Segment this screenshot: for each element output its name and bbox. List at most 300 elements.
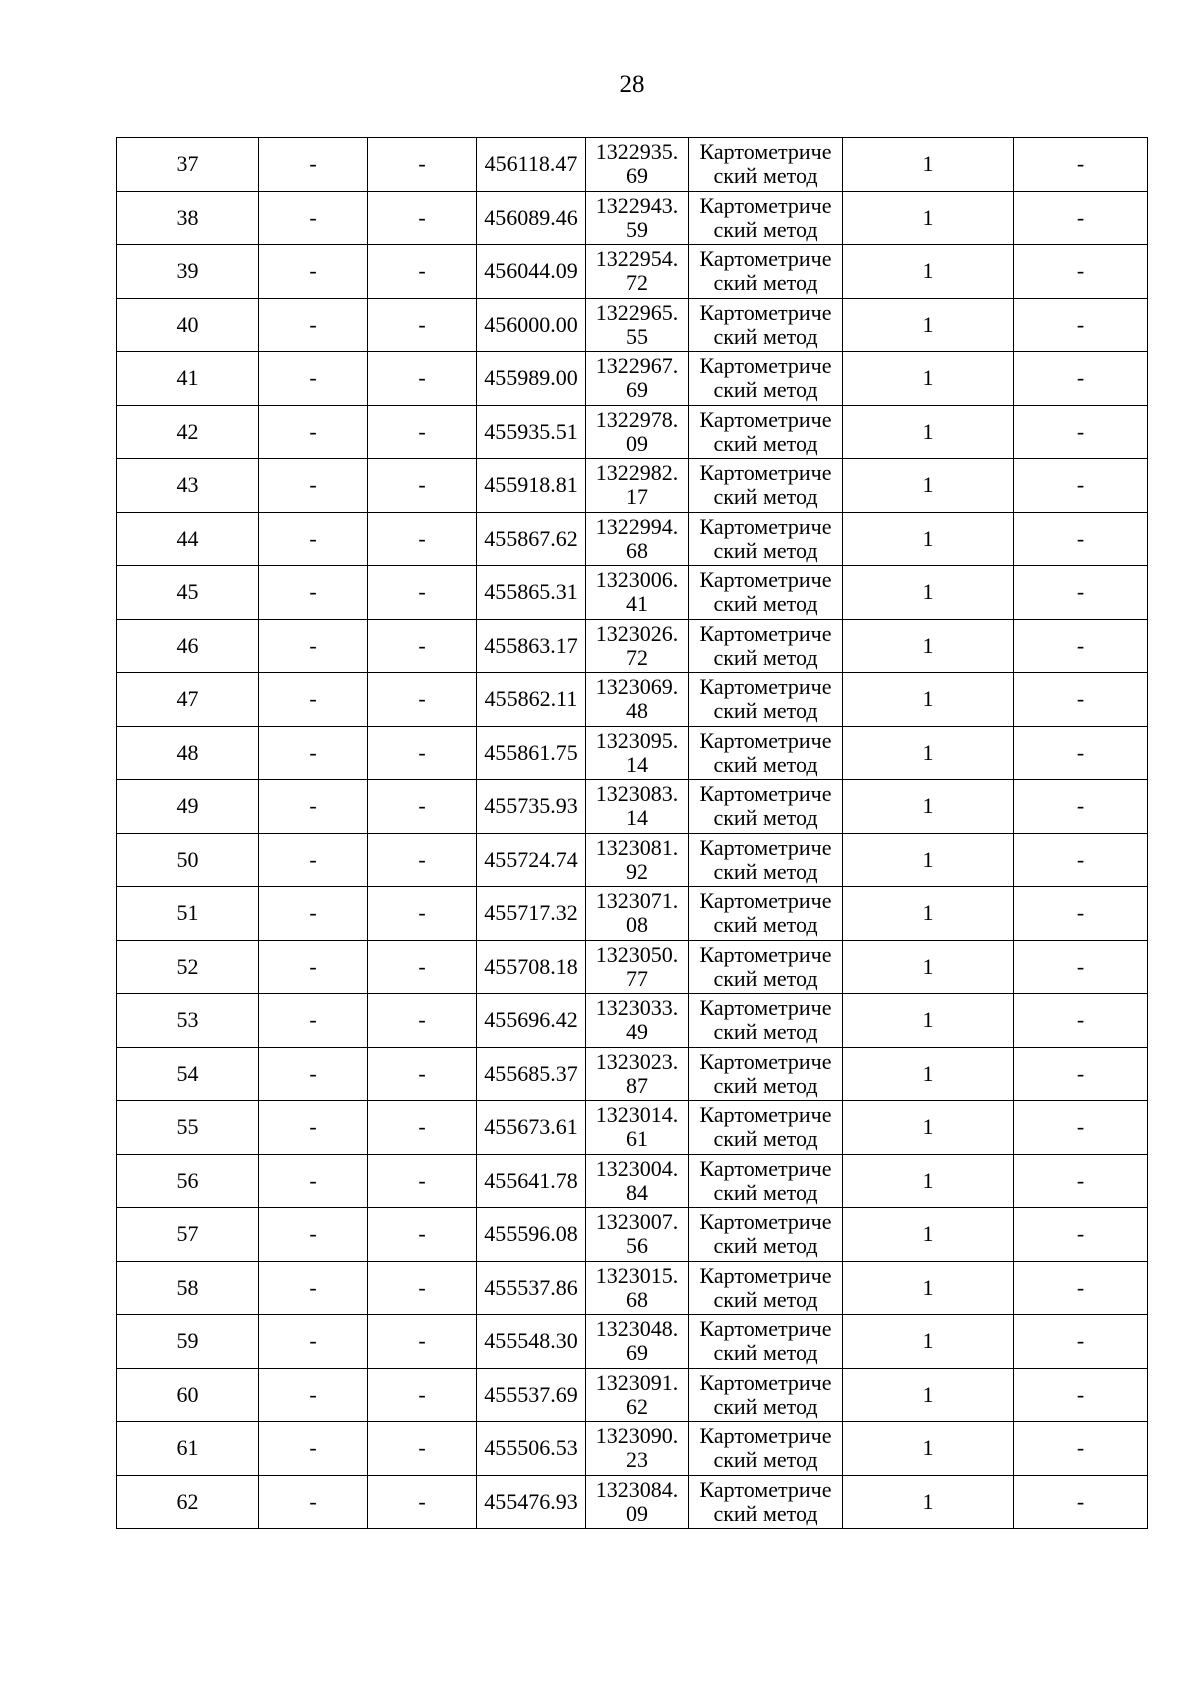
method-cell	[689, 887, 843, 941]
method-cell	[689, 1475, 843, 1529]
accuracy-cell: 1	[843, 673, 1014, 727]
empty-value-cell: -	[259, 298, 368, 352]
empty-value-cell: -	[1014, 833, 1148, 887]
table-row	[117, 245, 1148, 299]
x-coordinate-cell: 455735.93	[477, 780, 586, 834]
y-coordinate-cell	[586, 994, 689, 1048]
y-coordinate-cell-line: 1322965.	[595, 299, 679, 325]
x-coordinate-cell: 455673.61	[477, 1101, 586, 1155]
point-number-cell: 56	[117, 1154, 259, 1208]
y-coordinate-cell-line: 59	[626, 216, 648, 242]
empty-value-cell: -	[259, 1368, 368, 1422]
x-coordinate-cell: 455867.62	[477, 512, 586, 566]
method-cell	[689, 833, 843, 887]
empty-value-cell: -	[1014, 619, 1148, 673]
accuracy-cell: 1	[843, 833, 1014, 887]
empty-value-cell: -	[368, 726, 477, 780]
method-cell-line: Картометриче	[699, 995, 832, 1021]
y-coordinate-cell-line: 55	[626, 323, 648, 349]
accuracy-cell: 1	[843, 726, 1014, 780]
method-cell-line: Картометриче	[699, 1048, 832, 1074]
x-coordinate-cell: 455863.17	[477, 619, 586, 673]
table-row	[117, 1315, 1148, 1369]
empty-value-cell: -	[1014, 673, 1148, 727]
method-cell-line: ский метод	[713, 1447, 818, 1473]
method-cell-line: Картометриче	[699, 406, 832, 432]
method-cell-line: Картометриче	[699, 246, 832, 272]
y-coordinate-cell	[586, 566, 689, 620]
method-cell-line: ский метод	[713, 1019, 818, 1045]
empty-value-cell: -	[1014, 726, 1148, 780]
point-number-cell: 43	[117, 459, 259, 513]
table-row	[117, 1154, 1148, 1208]
point-number-cell: 49	[117, 780, 259, 834]
x-coordinate-cell: 455506.53	[477, 1422, 586, 1476]
accuracy-cell: 1	[843, 138, 1014, 192]
method-cell-line: Картометриче	[699, 834, 832, 860]
empty-value-cell: -	[1014, 138, 1148, 192]
method-cell-line: Картометриче	[699, 299, 832, 325]
y-coordinate-cell	[586, 405, 689, 459]
method-cell	[689, 780, 843, 834]
y-coordinate-cell	[586, 1047, 689, 1101]
method-cell-line: Картометриче	[699, 620, 832, 646]
point-number-cell: 57	[117, 1208, 259, 1262]
table-row	[117, 405, 1148, 459]
method-cell-line: ский метод	[713, 965, 818, 991]
y-coordinate-cell	[586, 298, 689, 352]
empty-value-cell: -	[368, 1422, 477, 1476]
method-cell-line: ский метод	[713, 270, 818, 296]
method-cell-line: Картометриче	[699, 567, 832, 593]
empty-value-cell: -	[1014, 887, 1148, 941]
y-coordinate-cell-line: 49	[626, 1019, 648, 1045]
method-cell-line: ский метод	[713, 1126, 818, 1152]
y-coordinate-cell-line: 72	[626, 644, 648, 670]
empty-value-cell: -	[368, 1047, 477, 1101]
empty-value-cell: -	[368, 566, 477, 620]
method-cell	[689, 994, 843, 1048]
y-coordinate-cell-line: 1322982.	[595, 460, 679, 486]
y-coordinate-cell-line: 14	[626, 751, 648, 777]
table-row	[117, 1047, 1148, 1101]
point-number-cell: 48	[117, 726, 259, 780]
accuracy-cell: 1	[843, 1368, 1014, 1422]
y-coordinate-cell	[586, 138, 689, 192]
x-coordinate-cell: 455861.75	[477, 726, 586, 780]
point-number-cell: 37	[117, 138, 259, 192]
method-cell	[689, 1368, 843, 1422]
empty-value-cell: -	[368, 887, 477, 941]
method-cell	[689, 1101, 843, 1155]
accuracy-cell: 1	[843, 940, 1014, 994]
accuracy-cell: 1	[843, 191, 1014, 245]
method-cell-line: Картометриче	[699, 888, 832, 914]
accuracy-cell: 1	[843, 780, 1014, 834]
empty-value-cell: -	[259, 940, 368, 994]
y-coordinate-cell-line: 14	[626, 805, 648, 831]
empty-value-cell: -	[259, 459, 368, 513]
empty-value-cell: -	[368, 405, 477, 459]
y-coordinate-cell-line: 1322967.	[595, 353, 679, 379]
table-row	[117, 940, 1148, 994]
empty-value-cell: -	[259, 405, 368, 459]
point-number-cell: 59	[117, 1315, 259, 1369]
y-coordinate-cell-line: 1323015.	[595, 1262, 679, 1288]
table-row	[117, 1101, 1148, 1155]
method-cell	[689, 1208, 843, 1262]
y-coordinate-cell	[586, 1475, 689, 1529]
y-coordinate-cell-line: 1323091.	[595, 1369, 679, 1395]
empty-value-cell: -	[368, 619, 477, 673]
x-coordinate-cell: 455862.11	[477, 673, 586, 727]
table-row	[117, 1208, 1148, 1262]
y-coordinate-cell-line: 1323095.	[595, 727, 679, 753]
empty-value-cell: -	[1014, 1047, 1148, 1101]
y-coordinate-cell	[586, 352, 689, 406]
point-number-cell: 51	[117, 887, 259, 941]
empty-value-cell: -	[259, 780, 368, 834]
method-cell-line: ский метод	[713, 912, 818, 938]
y-coordinate-cell	[586, 726, 689, 780]
x-coordinate-cell: 456089.46	[477, 191, 586, 245]
table-row	[117, 1368, 1148, 1422]
y-coordinate-cell-line: 1322954.	[595, 246, 679, 272]
method-cell-line: Картометриче	[699, 1209, 832, 1235]
method-cell-line: Картометриче	[699, 1155, 832, 1181]
method-cell	[689, 405, 843, 459]
point-number-cell: 52	[117, 940, 259, 994]
empty-value-cell: -	[368, 940, 477, 994]
accuracy-cell: 1	[843, 1475, 1014, 1529]
y-coordinate-cell	[586, 459, 689, 513]
empty-value-cell: -	[259, 1475, 368, 1529]
empty-value-cell: -	[1014, 1154, 1148, 1208]
method-cell	[689, 619, 843, 673]
empty-value-cell: -	[368, 245, 477, 299]
method-cell-line: ский метод	[713, 1500, 818, 1526]
x-coordinate-cell: 455724.74	[477, 833, 586, 887]
method-cell	[689, 726, 843, 780]
method-cell-line: ский метод	[713, 751, 818, 777]
empty-value-cell: -	[368, 1368, 477, 1422]
empty-value-cell: -	[368, 1315, 477, 1369]
method-cell	[689, 566, 843, 620]
empty-value-cell: -	[259, 994, 368, 1048]
empty-value-cell: -	[1014, 994, 1148, 1048]
method-cell-line: Картометриче	[699, 513, 832, 539]
empty-value-cell: -	[259, 352, 368, 406]
method-cell-line: ский метод	[713, 1340, 818, 1366]
y-coordinate-cell	[586, 1422, 689, 1476]
y-coordinate-cell-line: 17	[626, 484, 648, 510]
y-coordinate-cell-line: 92	[626, 858, 648, 884]
x-coordinate-cell: 455641.78	[477, 1154, 586, 1208]
empty-value-cell: -	[368, 994, 477, 1048]
y-coordinate-cell-line: 41	[626, 591, 648, 617]
empty-value-cell: -	[368, 1475, 477, 1529]
y-coordinate-cell-line: 1323014.	[595, 1102, 679, 1128]
x-coordinate-cell: 455696.42	[477, 994, 586, 1048]
method-cell	[689, 1422, 843, 1476]
accuracy-cell: 1	[843, 405, 1014, 459]
method-cell	[689, 298, 843, 352]
method-cell-line: ский метод	[713, 1286, 818, 1312]
empty-value-cell: -	[259, 1422, 368, 1476]
empty-value-cell: -	[368, 780, 477, 834]
method-cell-line: Картометриче	[699, 1102, 832, 1128]
method-cell-line: ский метод	[713, 323, 818, 349]
empty-value-cell: -	[368, 1208, 477, 1262]
table-row	[117, 887, 1148, 941]
accuracy-cell: 1	[843, 1261, 1014, 1315]
method-cell-line: Картометриче	[699, 674, 832, 700]
empty-value-cell: -	[368, 673, 477, 727]
x-coordinate-cell: 455476.93	[477, 1475, 586, 1529]
y-coordinate-cell-line: 1323050.	[595, 941, 679, 967]
y-coordinate-cell-line: 08	[626, 912, 648, 938]
method-cell-line: ский метод	[713, 1179, 818, 1205]
method-cell-line: Картометриче	[699, 727, 832, 753]
y-coordinate-cell	[586, 673, 689, 727]
accuracy-cell: 1	[843, 298, 1014, 352]
x-coordinate-cell: 455918.81	[477, 459, 586, 513]
empty-value-cell: -	[368, 459, 477, 513]
y-coordinate-cell-line: 1322935.	[595, 139, 679, 165]
method-cell-line: ский метод	[713, 163, 818, 189]
y-coordinate-cell-line: 23	[626, 1447, 648, 1473]
accuracy-cell: 1	[843, 1422, 1014, 1476]
y-coordinate-cell-line: 1322978.	[595, 406, 679, 432]
method-cell-line: ский метод	[713, 591, 818, 617]
y-coordinate-cell-line: 1323026.	[595, 620, 679, 646]
method-cell-line: Картометриче	[699, 1262, 832, 1288]
empty-value-cell: -	[1014, 1315, 1148, 1369]
method-cell-line: Картометриче	[699, 353, 832, 379]
y-coordinate-cell-line: 77	[626, 965, 648, 991]
table-row	[117, 298, 1148, 352]
y-coordinate-cell	[586, 1368, 689, 1422]
point-number-cell: 39	[117, 245, 259, 299]
empty-value-cell: -	[259, 1154, 368, 1208]
empty-value-cell: -	[1014, 1368, 1148, 1422]
point-number-cell: 54	[117, 1047, 259, 1101]
empty-value-cell: -	[1014, 298, 1148, 352]
empty-value-cell: -	[259, 887, 368, 941]
empty-value-cell: -	[259, 726, 368, 780]
table-row	[117, 138, 1148, 192]
method-cell	[689, 1261, 843, 1315]
x-coordinate-cell: 455935.51	[477, 405, 586, 459]
empty-value-cell: -	[259, 1101, 368, 1155]
empty-value-cell: -	[368, 352, 477, 406]
x-coordinate-cell: 455537.86	[477, 1261, 586, 1315]
empty-value-cell: -	[1014, 940, 1148, 994]
y-coordinate-cell-line: 1323071.	[595, 888, 679, 914]
method-cell	[689, 1047, 843, 1101]
y-coordinate-cell	[586, 1261, 689, 1315]
empty-value-cell: -	[368, 1154, 477, 1208]
empty-value-cell: -	[1014, 1475, 1148, 1529]
empty-value-cell: -	[1014, 566, 1148, 620]
empty-value-cell: -	[1014, 512, 1148, 566]
y-coordinate-cell	[586, 833, 689, 887]
x-coordinate-cell: 455717.32	[477, 887, 586, 941]
method-cell-line: Картометриче	[699, 139, 832, 165]
accuracy-cell: 1	[843, 512, 1014, 566]
empty-value-cell: -	[368, 1261, 477, 1315]
y-coordinate-cell	[586, 940, 689, 994]
accuracy-cell: 1	[843, 245, 1014, 299]
y-coordinate-cell-line: 69	[626, 163, 648, 189]
accuracy-cell: 1	[843, 887, 1014, 941]
x-coordinate-cell: 456000.00	[477, 298, 586, 352]
empty-value-cell: -	[1014, 1208, 1148, 1262]
y-coordinate-cell-line: 1323090.	[595, 1423, 679, 1449]
y-coordinate-cell	[586, 191, 689, 245]
x-coordinate-cell: 456044.09	[477, 245, 586, 299]
empty-value-cell: -	[368, 833, 477, 887]
method-cell-line: ский метод	[713, 377, 818, 403]
empty-value-cell: -	[368, 1101, 477, 1155]
x-coordinate-cell: 455537.69	[477, 1368, 586, 1422]
method-cell-line: Картометриче	[699, 941, 832, 967]
method-cell	[689, 512, 843, 566]
x-coordinate-cell: 456118.47	[477, 138, 586, 192]
empty-value-cell: -	[368, 191, 477, 245]
table-row	[117, 512, 1148, 566]
point-number-cell: 50	[117, 833, 259, 887]
y-coordinate-cell-line: 09	[626, 430, 648, 456]
empty-value-cell: -	[1014, 1261, 1148, 1315]
empty-value-cell: -	[259, 833, 368, 887]
y-coordinate-cell-line: 56	[626, 1233, 648, 1259]
table-row	[117, 191, 1148, 245]
table-row	[117, 566, 1148, 620]
x-coordinate-cell: 455708.18	[477, 940, 586, 994]
y-coordinate-cell	[586, 780, 689, 834]
accuracy-cell: 1	[843, 1208, 1014, 1262]
method-cell	[689, 352, 843, 406]
y-coordinate-cell-line: 48	[626, 698, 648, 724]
y-coordinate-cell	[586, 1154, 689, 1208]
point-number-cell: 45	[117, 566, 259, 620]
table-row	[117, 833, 1148, 887]
empty-value-cell: -	[259, 619, 368, 673]
point-number-cell: 60	[117, 1368, 259, 1422]
y-coordinate-cell-line: 61	[626, 1126, 648, 1152]
method-cell-line: ский метод	[713, 484, 818, 510]
point-number-cell: 46	[117, 619, 259, 673]
method-cell-line: ский метод	[713, 805, 818, 831]
method-cell-line: Картометриче	[699, 1476, 832, 1502]
accuracy-cell: 1	[843, 619, 1014, 673]
y-coordinate-cell-line: 1323023.	[595, 1048, 679, 1074]
method-cell-line: ский метод	[713, 430, 818, 456]
method-cell	[689, 459, 843, 513]
method-cell	[689, 1315, 843, 1369]
empty-value-cell: -	[1014, 191, 1148, 245]
x-coordinate-cell: 455548.30	[477, 1315, 586, 1369]
y-coordinate-cell-line: 1323004.	[595, 1155, 679, 1181]
table-body	[117, 138, 1148, 1529]
empty-value-cell: -	[1014, 780, 1148, 834]
table-row	[117, 352, 1148, 406]
x-coordinate-cell: 455865.31	[477, 566, 586, 620]
method-cell	[689, 1154, 843, 1208]
accuracy-cell: 1	[843, 459, 1014, 513]
empty-value-cell: -	[368, 298, 477, 352]
empty-value-cell: -	[259, 512, 368, 566]
table-row	[117, 1475, 1148, 1529]
y-coordinate-cell-line: 1323033.	[595, 995, 679, 1021]
empty-value-cell: -	[259, 138, 368, 192]
point-number-cell: 58	[117, 1261, 259, 1315]
point-number-cell: 62	[117, 1475, 259, 1529]
point-number-cell: 47	[117, 673, 259, 727]
accuracy-cell: 1	[843, 1047, 1014, 1101]
table-row	[117, 726, 1148, 780]
method-cell-line: Картометриче	[699, 460, 832, 486]
empty-value-cell: -	[1014, 405, 1148, 459]
y-coordinate-cell-line: 1322994.	[595, 513, 679, 539]
empty-value-cell: -	[259, 1047, 368, 1101]
accuracy-cell: 1	[843, 566, 1014, 620]
table-row	[117, 994, 1148, 1048]
y-coordinate-cell	[586, 1101, 689, 1155]
y-coordinate-cell-line: 72	[626, 270, 648, 296]
empty-value-cell: -	[368, 138, 477, 192]
method-cell-line: ский метод	[713, 1072, 818, 1098]
method-cell-line: ский метод	[713, 1233, 818, 1259]
empty-value-cell: -	[1014, 245, 1148, 299]
y-coordinate-cell-line: 1323069.	[595, 674, 679, 700]
y-coordinate-cell-line: 62	[626, 1393, 648, 1419]
point-number-cell: 41	[117, 352, 259, 406]
empty-value-cell: -	[1014, 1422, 1148, 1476]
y-coordinate-cell-line: 1323083.	[595, 781, 679, 807]
accuracy-cell: 1	[843, 352, 1014, 406]
method-cell-line: ский метод	[713, 698, 818, 724]
table-row	[117, 673, 1148, 727]
method-cell-line: ский метод	[713, 537, 818, 563]
empty-value-cell: -	[259, 1208, 368, 1262]
empty-value-cell: -	[368, 512, 477, 566]
point-number-cell: 61	[117, 1422, 259, 1476]
table-row	[117, 459, 1148, 513]
y-coordinate-cell-line: 09	[626, 1500, 648, 1526]
y-coordinate-cell	[586, 245, 689, 299]
table-row	[117, 780, 1148, 834]
page-number: 28	[619, 71, 645, 98]
method-cell-line: Картометриче	[699, 192, 832, 218]
y-coordinate-cell	[586, 512, 689, 566]
method-cell	[689, 138, 843, 192]
empty-value-cell: -	[259, 245, 368, 299]
y-coordinate-cell-line: 68	[626, 1286, 648, 1312]
y-coordinate-cell-line: 1323007.	[595, 1209, 679, 1235]
y-coordinate-cell-line: 68	[626, 537, 648, 563]
y-coordinate-cell-line: 1322943.	[595, 192, 679, 218]
y-coordinate-cell	[586, 887, 689, 941]
point-number-cell: 42	[117, 405, 259, 459]
y-coordinate-cell-line: 87	[626, 1072, 648, 1098]
y-coordinate-cell	[586, 1208, 689, 1262]
y-coordinate-cell-line: 1323081.	[595, 834, 679, 860]
y-coordinate-cell	[586, 1315, 689, 1369]
empty-value-cell: -	[259, 1315, 368, 1369]
method-cell-line: Картометриче	[699, 781, 832, 807]
